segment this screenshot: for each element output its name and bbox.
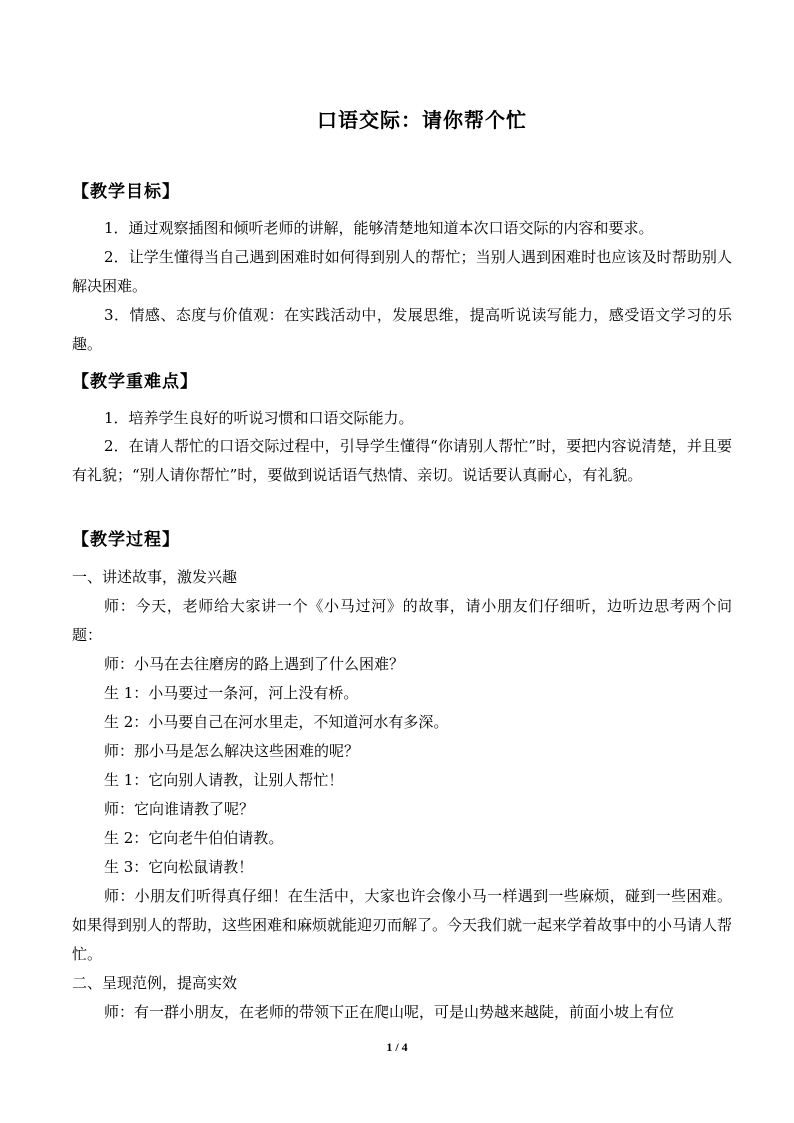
process-line-1: 师：今天，老师给大家讲一个《小马过河》的故事，请小朋友们仔细听，边听边思考两个问题：: [72, 597, 732, 644]
section-heading-goals: 【教学目标】: [72, 182, 180, 202]
section-heading-process: 【教学过程】: [72, 530, 180, 550]
process-line-5: 师：那小马是怎么解决这些困难的呢？: [104, 742, 360, 760]
process-line-9: 生 3：它向松鼠请教！: [104, 858, 254, 876]
process-line-4: 生 2：小马要自己在河水里走，不知道河水有多深。: [104, 713, 449, 731]
process-line-2: 师：小马在去往磨房的路上遇到了什么困难？: [104, 655, 405, 673]
goal-item-1: 1．通过观察插图和倾听老师的讲解，能够清楚地知道本次口语交际的内容和要求。: [104, 219, 654, 237]
key-point-item-1: 1．培养学生良好的听说习惯和口语交际能力。: [104, 409, 414, 427]
process-part1-heading: 一、讲述故事，激发兴趣: [72, 568, 238, 586]
process-line-8: 生 2：它向老牛伯伯请教。: [104, 829, 284, 847]
process-part2-heading: 二、呈现范例，提高实效: [72, 974, 238, 992]
key-point-item-2: 2．在请人帮忙的口语交际过程中，引导学生懂得“你请别人帮忙”时，要把内容说清楚，并且要有礼貌；“别人请你帮忙”时，要做到说话语气热情、亲切。说话要认真耐心，有礼貌。: [72, 437, 732, 484]
process-line-10: 师：小朋友们听得真仔细！在生活中，大家也许会像小马一样遇到一些麻烦，碰到一些困难。如果得到别人的帮助，这些困难和麻烦就能迎刃而解了。今天我们就一起来学着故事中的小马请人帮忙。: [72, 887, 733, 963]
process-line-3: 生 1：小马要过一条河，河上没有桥。: [104, 684, 359, 702]
page-number: 1 / 4: [386, 1040, 408, 1054]
goal-item-3: 3．情感、态度与价值观：在实践活动中，发展思维，提高听说读写能力，感受语文学习的乐趣。: [72, 306, 732, 353]
document-title: 口语交际：请你帮个忙: [317, 108, 527, 132]
goal-item-2: 2．让学生懂得当自己遇到困难时如何得到别人的帮忙；当别人遇到困难时也应该及时帮助别人解决困难。: [72, 248, 732, 295]
process-line-7: 师：它向谁请教了呢？: [104, 800, 255, 818]
process-line-6: 生 1：它向别人请教，让别人帮忙！: [104, 771, 344, 789]
section-heading-key-points: 【教学重难点】: [72, 372, 198, 392]
process-part2-line-1: 师：有一群小朋友，在老师的带领下正在爬山呢，可是山势越来越陡，前面小坡上有位: [104, 1003, 675, 1021]
